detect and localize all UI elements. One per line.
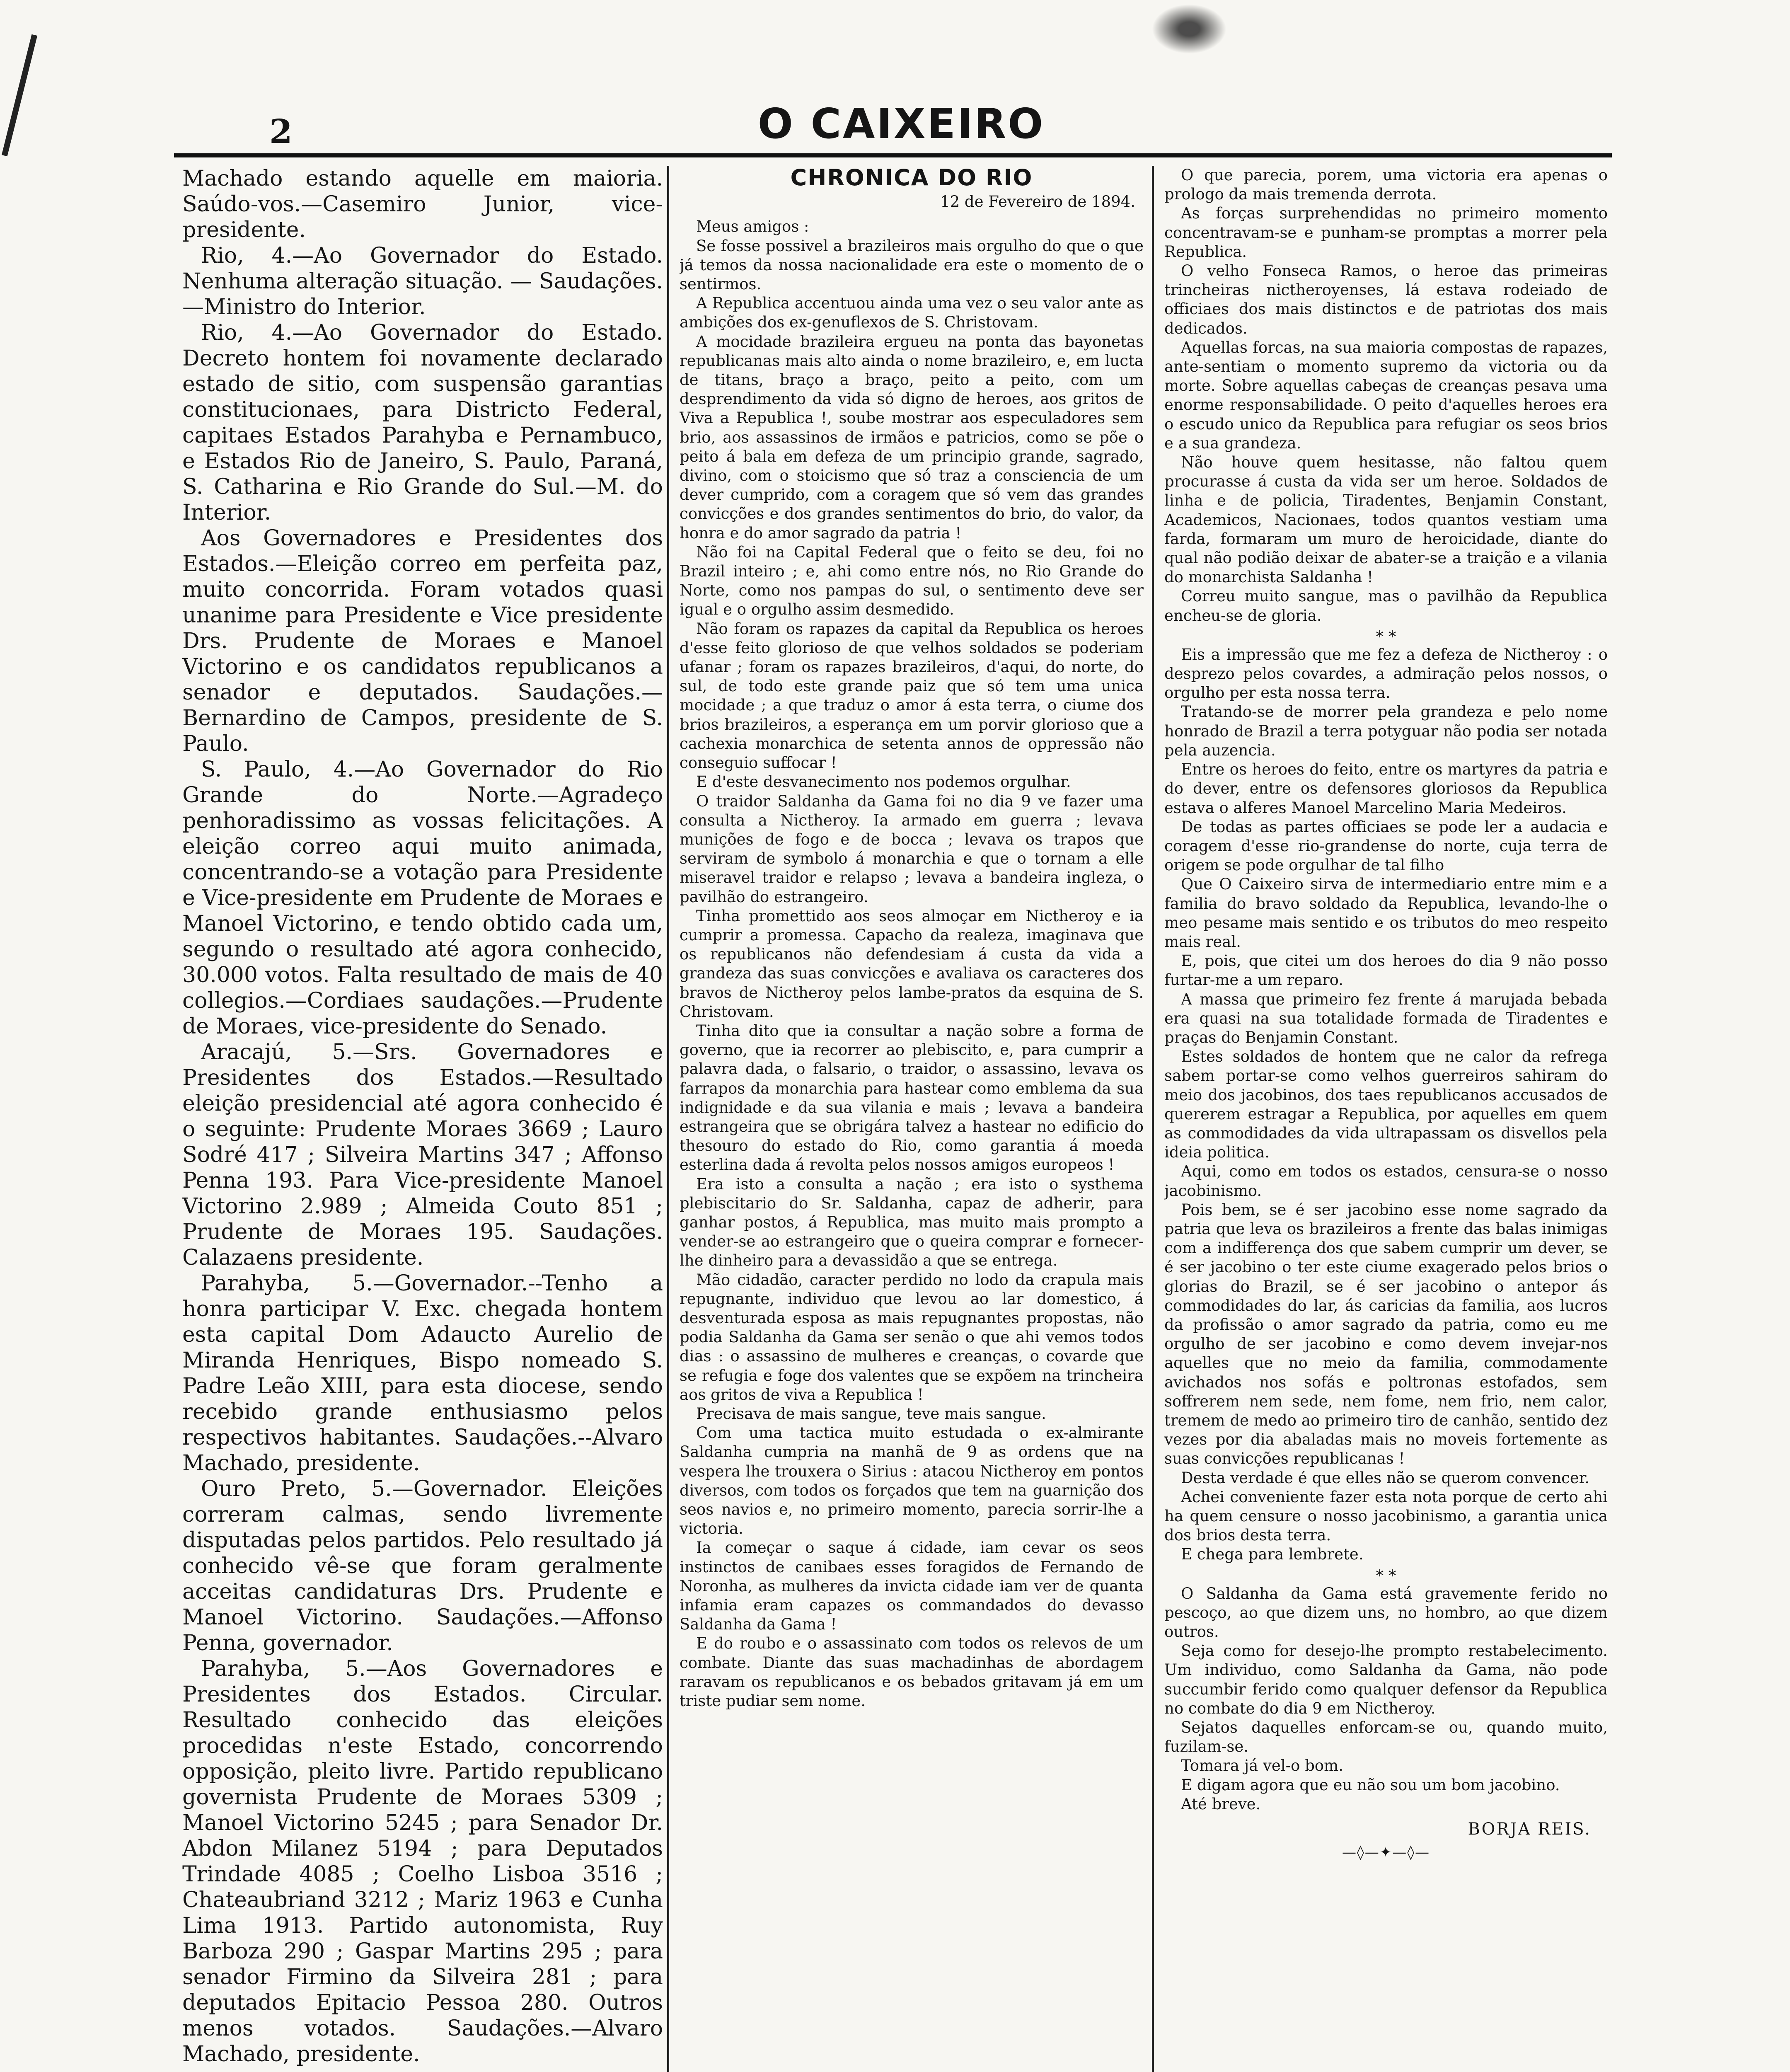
paragraph: A Republica accentuou ainda uma vez o seu valor ante as ambições dos ex-genuflexos de S. Christovam. [680, 294, 1144, 332]
paragraph: O velho Fonseca Ramos, o heroe das primeiras trincheiras nictheroyenses, lá estava rodeiado de officiaes dos mais distinctos e de patriotas dos mais dedicados. [1164, 262, 1608, 337]
paragraph: E, pois, que citei um dos heroes do dia 9 não posso furtar-me a um reparo. [1164, 952, 1608, 989]
paragraph: Tratando-se de morrer pela grandeza e pelo nome honrado de Brazil a terra potyguar não podia ser notada pela auzencia. [1164, 703, 1608, 759]
paragraph: Não foram os rapazes da capital da Republica os heroes d'esse feito glorioso de que velhos soldados se poderiam ufanar ; foram os rapazes brazileiros, d'aqui, do norte, do sul, de todo este grande paiz que só tem uma unica mocidade ; a que traduz o amor á esta terra, o ciume dos brios brazileiros, a esperança em um porvir glorioso que a cachexia monarchica de setenta annos de oppressão não conseguio suffocar ! [680, 620, 1144, 772]
paragraph: E chega para lembrete. [1181, 1545, 1364, 1564]
paragraph: Tomara já vel-o bom. [1181, 1757, 1344, 1775]
margin-ink-mark [2, 34, 37, 156]
section-title: CHRONICA DO RIO [790, 166, 1033, 191]
paragraph: Meus amigos : [696, 218, 809, 236]
paragraph: E d'este desvanecimento nos podemos orgulhar. [696, 773, 1071, 791]
column-chronica-continued [1164, 166, 1608, 2072]
paragraph: Não houve quem hesitasse, não faltou quem procurasse á custa da vida ser um heroe. Soldados de linha e de policia, Tiradentes, Benjamin Constant, Academicos, Nacionaes, todos quantos vestiam uma farda, formaram um muro de heroicidade, diante do qual não podião deixar de abater-se a traição e a vilania do monarchista Saldanha ! [1164, 453, 1608, 586]
paragraph: Não foi na Capital Federal que o feito se deu, foi no Brazil inteiro ; e, ahi como entre nós, no Rio Grande do Norte, como nos pampas do sul, o sentimento deve ser igual e o orgulho assim desmedido. [680, 543, 1144, 619]
paragraph: Aquellas forcas, na sua maioria compostas de rapazes, ante-sentiam o momento supremo da victoria ou da morte. Sobre aquellas cabeças de creanças pesava uma enorme responsabilidade. O peito d'aquelles heroes era o escudo unico da Republica para refugiar os seos brios e a sua grandeza. [1164, 338, 1608, 452]
paragraph: Aqui, como em todos os estados, censura-se o nosso jacobinismo. [1164, 1162, 1608, 1200]
paragraph: Se fosse possivel a brazileiros mais orgulho do que o que já temos da nossa nacionalidade era este o momento de o sentirmos. [680, 237, 1144, 293]
paragraph: Com uma tactica muito estudada o ex-almirante Saldanha cumpria na manhã de 9 as ordens que na vespera lhe trouxera o Sirius : atacou Nictheroy em pontos diversos, com todos os forçados que tem na guarnição dos seos navios e, no primeiro momento, parecia sorrir-lhe a victoria. [680, 1424, 1144, 1538]
page-number: 2 [269, 112, 293, 151]
paragraph: Aracajú, 5.—Srs. Governadores e Presidentes dos Estados.—Resultado eleição presidencial até agora conhecido é o seguinte: Prudente Moraes 3669 ; Lauro Sodré 417 ; Silveira Martins 347 ; Affonso Penna 193. Para Vice-presidente Manoel Victorino 2.989 ; Almeida Couto 851 ; Prudente de Moraes 195. Saudações. Calazaens presidente. [182, 1040, 663, 1270]
paragraph: As forças surprehendidas no primeiro momento concentravam-se e punham-se promptas a morrer pela Republica. [1164, 204, 1608, 261]
paragraph: E do roubo e o assassinato com todos os relevos de um combate. Diante das suas machadinhas de abordagem raravam os republicanos e os bebados gritavam já em um triste pudiar sem nome. [680, 1634, 1144, 1710]
paragraph: Parahyba, 5.—Aos Governadores e Presidentes dos Estados. Circular. Resultado conhecido das eleições procedidas n'este Estado, concorrendo opposição, pleito livre. Partido republicano governista Prudente de Moraes 5309 ; Manoel Victorino 5245 ; para Senador Dr. Abdon Milanez 5194 ; para Deputados Trindade 4085 ; Coelho Lisboa 3516 ; Chateaubriand 3212 ; Mariz 1963 e Cunha Lima 1913. Partido autonomista, Ruy Barboza 290 ; Gaspar Martins 295 ; para senador Firmino da Silveira 281 ; para deputados Epitacio Pessoa 280. Outros menos votados. Saudações.—Alvaro Machado, presidente. [182, 1656, 663, 2067]
paragraph: Rio, 4.—Ao Governador do Estado. Nenhuma alteração situação. — Saudações.—Ministro do Interior. [182, 243, 663, 320]
ink-smudge [1152, 4, 1226, 54]
newspaper-title: O CAIXEIRO [757, 99, 1045, 148]
column-telegrams [182, 166, 663, 2072]
paragraph: Parahyba, 5.—Governador.--Tenho a honra participar V. Exc. chegada hontem esta capital Dom Adaucto Aurelio de Miranda Henriques, Bispo nomeado S. Padre Leão XIII, para esta diocese, sendo recebido grande enthusiasmo pelos respectivos habitantes. Saudações.--Alvaro Machado, presidente. [182, 1271, 663, 1476]
paragraph: Precisava de mais sangue, teve mais sangue. [696, 1405, 1046, 1423]
paragraph: Tinha dito que ia consultar a nação sobre a forma de governo, que ia recorrer ao plebiscito, e, para cumprir a palavra dada, o falsario, o traidor, o assassino, levava os farrapos da monarchia para hastear como emblema da sua indignidade e da sua vilania e mais ; levava a bandeira estrangeira que se obrigára talvez a hastear no edificio do thesouro do estado do Rio, como garantia á moeda esterlina dada á revolta pelos nossos amigos europeos ! [680, 1021, 1144, 1174]
author-signature: BORJA REIS. [1468, 1820, 1591, 1839]
paragraph: Eis a impressão que me fez a defeza de Nictheroy : o desprezo pelos covardes, a admiração pelos nossos, o orgulho per esta nossa terra. [1164, 645, 1608, 702]
paragraph: Correu muito sangue, mas o pavilhão da Republica encheu-se de gloria. [1164, 587, 1608, 625]
paragraph: E digam agora que eu não sou um bom jacobino. [1181, 1776, 1560, 1794]
paragraph: Tinha promettido aos seos almoçar em Nictheroy e ia cumprir a promessa. Capacho da realeza, imaginava que os republicanos não defendesiam á custa da vida a grandeza das suas convicções e avaliava os caracteres dos bravos de Nictheroy pelos lambe-pratos da esquina de S. Christovam. [680, 907, 1144, 1021]
paragraph: Sejatos daquelles enforcam-se ou, quando muito, fuzilam-se. [1164, 1719, 1608, 1756]
paragraph: Achei conveniente fazer esta nota porque de certo ahi ha quem censure o nosso jacobinismo, a garantia unica dos brios desta terra. [1164, 1488, 1608, 1544]
paragraph: Desta verdade é que elles não se querom convencer. [1181, 1469, 1590, 1487]
column-divider-2 [1152, 166, 1154, 2072]
paragraph: Ouro Preto, 5.—Governador. Eleições correram calmas, sendo livremente disputadas pelos partidos. Pelo resultado já conhecido vê-se que foram geralmente acceitas candidaturas Drs. Prudente e Manoel Victorino. Saudações.—Affonso Penna, governador. [182, 1477, 663, 1656]
paragraph: Era isto a consulta a nação ; era isto o systhema plebiscitario do Sr. Saldanha, capaz de adherir, para ganhar postos, á Republica, mas muito mais prompto a vender-se ao estrangeiro que o queira comprar e fornecer-lhe dinheiro para a devassidão a que se entrega. [680, 1175, 1144, 1270]
end-ornament: —◊—✦—◊— [1342, 1844, 1430, 1861]
paragraph: Aos Governadores e Presidentes dos Estados.—Eleição correo em perfeita paz, muito concorrida. Foram votados quasi unanime para Presidente e Vice presidente Drs. Prudente de Moraes e Manoel Victorino e os candidatos republicanos a senador e deputados. Saudações.—Bernardino de Campos, presidente de S. Paulo. [182, 526, 663, 756]
section-separator: * * [1376, 627, 1396, 646]
paragraph: S. Paulo, 4.—Ao Governador do Rio Grande do Norte.—Agradeço penhoradissimo as vossas felicitações. A eleição correo aqui muito animada, concentrando-se a votação para Presidente e Vice-presidente em Prudente de Moraes e Manoel Victorino, e tendo obtido cada um, segundo o resultado até agora conhecido, 30.000 votos. Falta resultado de mais de 40 collegios.—Cordiaes saudações.—Prudente de Moraes, vice-presidente do Senado. [182, 757, 663, 1039]
dateline: 12 de Fevereiro de 1894. [940, 193, 1135, 211]
header-rule [174, 153, 1612, 157]
paragraph: O Saldanha da Gama está gravemente ferido no pescoço, ao que dizem uns, no hombro, ao que dizem outros. [1164, 1584, 1608, 1641]
paragraph: Rio, 4.—Ao Governador do Estado. Decreto hontem foi novamente declarado estado de sitio, com suspensão garantias constitucionaes, para Districto Federal, capitaes Estados Parahyba e Pernambuco, e Estados Rio de Janeiro, S. Paulo, Paraná, S. Catharina e Rio Grande do Sul.—M. do Interior. [182, 320, 663, 525]
paragraph: Pois bem, se é ser jacobino esse nome sagrado da patria que leva os brazileiros a frente das balas inimigas com a indifferença dos que sabem cumprir um dever, se é ser jacobino o ter este ciume exagerado pelos brios o glorias do Brazil, se é ser jacobino o antepor ás commodidades do lar, ás caricias da familia, aos lucros da profissão o amor sagrado da patria, como eu me orgulho de ser jacobino e como devem invejar-nos aquelles que no meio da familia, commodamente avichados nos sofás e poltronas estofados, sem soffrerem nem sede, nem fome, nem frio, nem calor, tremem de medo ao primeiro tiro de canhão, sentido dez vezes por dia abaladas mais no moveis fortemente as suas convicções republicanas ! [1164, 1201, 1608, 1468]
column-divider-1 [667, 166, 669, 2072]
paragraph: De todas as partes officiaes se pode ler a audacia e coragem d'esse rio-grandense do norte, cuja terra de origem se pode orgulhar de tal filho [1164, 818, 1608, 874]
paragraph: Que O Caixeiro sirva de intermediario entre mim e a familia do bravo soldado da Republica, levando-lhe o meo pesame mais sentido e os tributos do meo respeito mais real. [1164, 875, 1608, 951]
paragraph: Mão cidadão, caracter perdido no lodo da crapula mais repugnante, individuo que levou ao lar domestico, á desventurada esposa as mais repugnantes propostas, não podia Saldanha da Gama ser senão o que ahi vemos todos dias : o assassino de mulheres e creanças, o covarde que se refugia e foge dos valentes que se expõem na trincheira aos gritos de viva a Republica ! [680, 1271, 1144, 1404]
paragraph: Machado estando aquelle em maioria. Saúdo-vos.—Casemiro Junior, vice-presidente. [182, 166, 663, 242]
section-separator: * * [1376, 1566, 1396, 1585]
paragraph: A massa que primeiro fez frente á marujada bebada era quasi na sua totalidade formada de Tiradentes e praças do Benjamin Constant. [1164, 990, 1608, 1046]
paragraph: Estes soldados de hontem que ne calor da refrega sabem portar-se como velhos guerreiros sahiram do meio dos jacobinos, dos taes republicanos accusados de quererem estragar a Republica, por aquelles em quem as commodidades da vida ultrapassam os disvellos pela ideia politica. [1164, 1048, 1608, 1162]
paragraph: A mocidade brazileira ergueu na ponta das bayonetas republicanas mais alto ainda o nome brazileiro, e, em lucta de titans, braço a braço, peito a peito, com um desprendimento da vida só digno de heroes, aos gritos de Viva a Republica !, soube mostrar aos especuladores sem brio, aos assassinos de irmãos e patricios, como se põe o peito á bala em defeza de um principio grande, sagrado, divino, com o stoicismo que só traz a consciencia de um dever cumprido, com a coragem que só vem das grandes convicções e dos grandes sentimentos do brio, do valor, da honra e do amor sagrado da patria ! [680, 332, 1144, 542]
paragraph: O traidor Saldanha da Gama foi no dia 9 ve fazer uma consulta a Nictheroy. Ia armado em guerra ; levava munições de fogo e de bocca ; levava os trapos que serviram de symbolo á monarchia e que o tornam a elle miseravel traidor e relapso ; levava a bandeira ingleza, o pavilhão do estrangeiro. [680, 792, 1144, 906]
column-chronica [680, 166, 1144, 2072]
paragraph: Até breve. [1181, 1795, 1261, 1813]
paragraph: Entre os heroes do feito, entre os martyres da patria e do dever, entre os defensores gloriosos da Republica estava o alferes Manoel Marcelino Maria Medeiros. [1164, 760, 1608, 817]
paragraph: Seja como for desejo-lhe prompto restabelecimento. Um individuo, como Saldanha da Gama, não pode succumbir ferido como qualquer defensor da Republica no combate do dia 9 em Nictheroy. [1164, 1642, 1608, 1717]
paragraph: Ia começar o saque á cidade, iam cevar os seos instinctos de canibaes esses foragidos de Fernando de Noronha, as mulheres da invicta cidade iam ver de quanta infamia eram capazes os commandados do devasso Saldanha da Gama ! [680, 1539, 1144, 1634]
paragraph: O que parecia, porem, uma victoria era apenas o prologo da mais tremenda derrota. [1164, 166, 1608, 203]
